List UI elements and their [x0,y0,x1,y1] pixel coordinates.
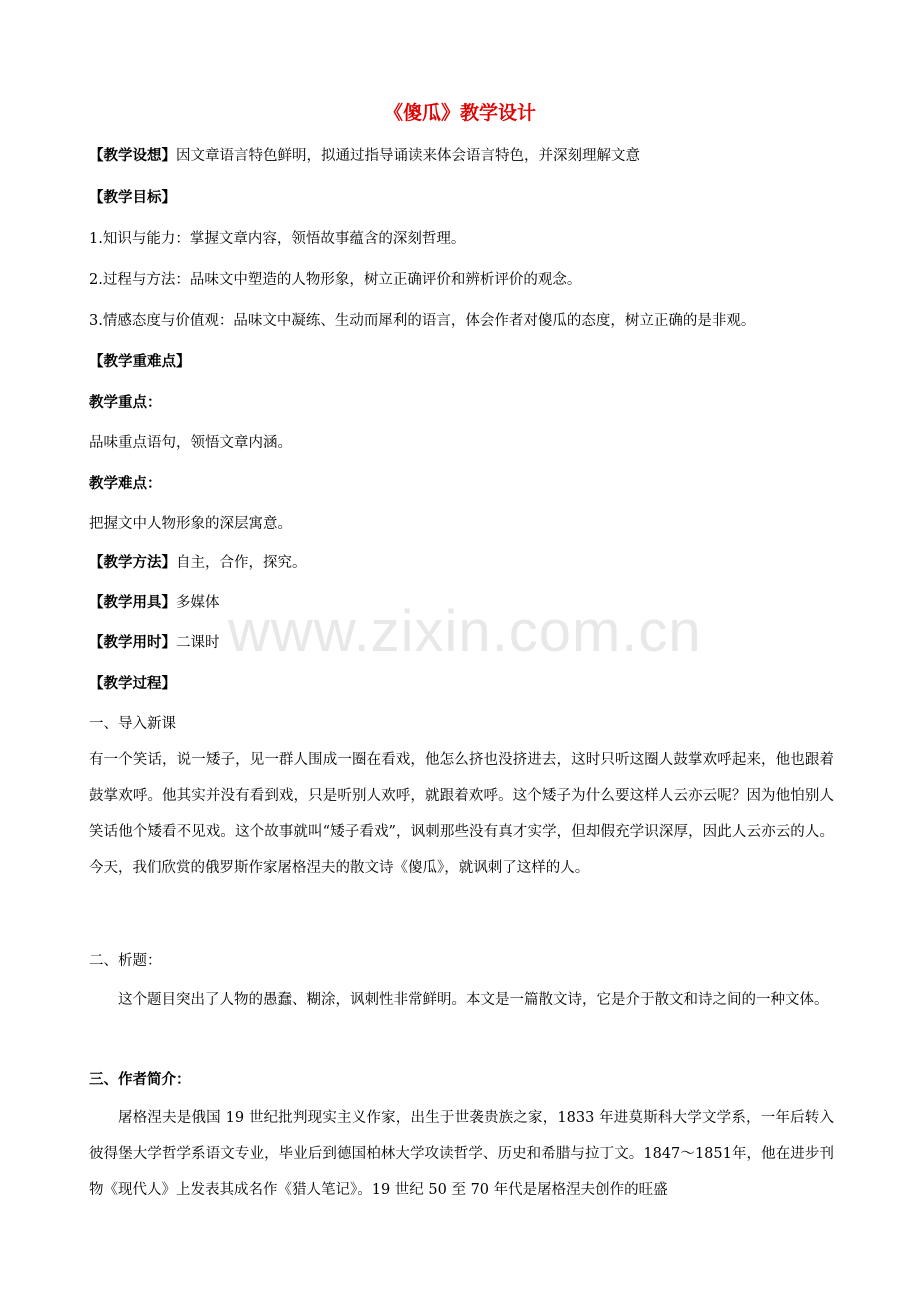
teaching-method-text: 自主，合作，探究。 [176,555,307,571]
teaching-method [89,552,834,574]
focus-label: 教学重点： [89,394,162,411]
teaching-tools [89,592,834,614]
teaching-idea-label: 【教学设想】 [89,147,176,164]
teaching-time [89,632,834,654]
section-3-paragraph: 屠格涅夫是俄国 19 世纪批判现实主义作家，出生于世袭贵族之家，1833 年进莫斯科大学文学系，一年后转入彼得堡大学哲学系语文专业，毕业后到德国柏林大学攻读哲学、历史和希腊与拉丁文。1847～1851年，他在进步刊物《现代人》上发表其成名作《猎人笔记》。19 世纪 50 至 70 年代是屠格涅夫创作的旺盛 [89,1110,834,1198]
section-3-heading: 三、作者简介： [89,1071,191,1088]
goal-item: 3.情感态度与价值观：品味文中凝练、生动而犀利的语言，体会作者对傻瓜的态度，树立正确的是非观。 [89,313,756,329]
difficulty-text: 把握文中人物形象的深层寓意。 [89,516,292,532]
section-2-heading: 二、析题： [89,953,162,969]
teaching-idea [89,145,834,167]
teaching-idea-text: 因文章语言特色鲜明，拟通过指导诵读来体会语言特色，并深刻理解文意 [176,148,640,164]
teaching-time-label: 【教学用时】 [89,634,176,651]
teaching-tools-text: 多媒体 [176,595,220,611]
goal-item: 2.过程与方法：品味文中塑造的人物形象，树立正确评价和辨析评价的观念。 [89,272,582,288]
teaching-time-text: 二课时 [176,635,220,651]
watermark: www.zixin.com.cn [228,599,702,664]
difficulty-label: 教学难点： [89,475,162,492]
keypoints-heading: 【教学重难点】 [89,353,191,370]
focus-text: 品味重点语句，领悟文章内涵。 [89,435,292,451]
section-2-paragraph: 这个题目突出了人物的愚蠢、糊涂，讽刺性非常鲜明。本文是一篇散文诗，它是介于散文和诗之间的一种文体。 [118,992,829,1008]
teaching-tools-label: 【教学用具】 [89,594,176,611]
teaching-method-label: 【教学方法】 [89,554,176,571]
section-1-heading: 一、导入新课 [89,716,176,732]
section-1-paragraph: 有一个笑话，说一矮子，见一群人围成一圈在看戏，他怎么挤也没挤进去，这时只听这圈人鼓掌欢呼起来，他也跟着鼓掌欢呼。他其实并没有看到戏，只是听别人欢呼，就跟着欢呼。这个矮子为什么要这样人云亦云呢？因为他怕别人笑话他个矮看不见戏。这个故事就叫“矮子看戏”，讽刺那些没有真才实学，但却假充学识深厚，因此人云亦云的人。今天，我们欣赏的俄罗斯作家屠格涅夫的散文诗《傻瓜》，就讽刺了这样的人。 [89,752,834,876]
document-title: 《傻瓜》教学设计 [383,102,536,124]
teaching-goals-heading: 【教学目标】 [89,189,176,206]
teaching-process-heading: 【教学过程】 [89,675,176,692]
goal-item: 1.知识与能力：掌握文章内容，领悟故事蕴含的深刻哲理。 [89,231,466,247]
